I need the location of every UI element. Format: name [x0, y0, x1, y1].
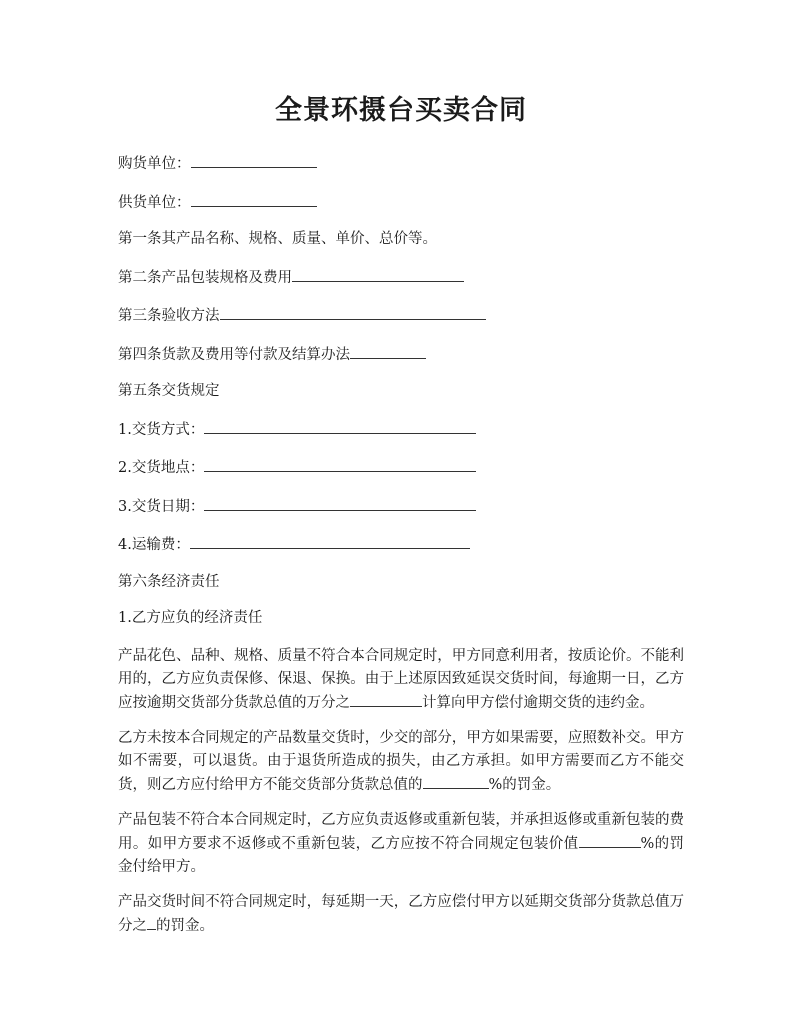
article-1: 第一条其产品名称、规格、质量、单价、总价等。: [118, 231, 437, 247]
delivery-method-label: 1.交货方式：: [118, 421, 205, 438]
freight-blank[interactable]: [190, 533, 470, 549]
article-2-label: 第二条产品包装规格及费用: [118, 269, 292, 286]
paragraph-packaging-text-a: 产品包装不符合本合同规定时，乙方应负责返修或重新包装，并承担返修或重新包装的费用。如甲方要求不返修或不重新包装，乙方应按不符合同规定包装价值: [118, 811, 684, 852]
delivery-place-label: 2.交货地点：: [118, 460, 205, 476]
article-3-line: [118, 304, 684, 327]
article-4-blank[interactable]: [350, 343, 426, 359]
article-3-label: 第三条验收方法: [118, 308, 220, 324]
party-b-heading: 1.乙方应负的经济责任: [118, 610, 263, 626]
delivery-place-blank[interactable]: [204, 456, 476, 472]
seller-line: [118, 191, 684, 214]
paragraph-quality-text-b: 计算向甲方偿付逾期交货的违约金。: [422, 694, 654, 711]
article-6: 第六条经济责任: [118, 573, 220, 590]
article-2-blank[interactable]: [292, 266, 464, 282]
paragraph-delivery-time: [118, 891, 684, 938]
document-title: 全景环摄台买卖合同: [275, 95, 527, 126]
paragraph-quantity-blank[interactable]: [423, 773, 489, 789]
article-4-line: [118, 343, 684, 366]
paragraph-delivery-time-text-a: 产品交货时间不符合同规定时，每延期一天，乙方应偿付甲方以延期交货部分货款总值万分之: [118, 893, 684, 934]
delivery-date-blank[interactable]: [204, 495, 476, 511]
delivery-date-line: [118, 495, 684, 518]
freight-line: [118, 533, 684, 556]
paragraph-packaging-text-b: %的罚金付给甲方。: [118, 835, 685, 875]
delivery-place-line: [118, 456, 684, 479]
article-3-blank[interactable]: [220, 304, 486, 320]
paragraph-quantity: [118, 727, 684, 797]
article-2-line: [118, 266, 684, 289]
paragraph-quantity-text-a: 乙方未按本合同规定的产品数量交货时，少交的部分，甲方如果需要，应照数补交。甲方如不需要，可以退货。由于退货所造成的损失，由乙方承担。如甲方需要而乙方不能交货，则乙方应付给甲方不能交货部分货款总值的: [118, 729, 684, 793]
freight-label: 4.运输费：: [118, 537, 190, 553]
paragraph-delivery-time-blank[interactable]: [147, 914, 156, 930]
buyer-blank[interactable]: [191, 152, 317, 168]
article-4-label: 第四条货款及费用等付款及结算办法: [118, 346, 350, 363]
buyer-label: 购货单位：: [118, 156, 191, 172]
paragraph-quality: [118, 645, 684, 715]
paragraph-quantity-text-b: %的罚金。: [488, 776, 561, 793]
paragraph-packaging-blank[interactable]: [579, 832, 641, 848]
buyer-line: [118, 152, 684, 175]
paragraph-delivery-time-text-b: 的罚金。: [156, 917, 214, 934]
paragraph-packaging: [118, 809, 684, 879]
seller-blank[interactable]: [191, 191, 317, 207]
delivery-method-line: [118, 418, 684, 441]
paragraph-quality-text-a: 产品花色、品种、规格、质量不符合本合同规定时，甲方同意利用者，按质论价。不能利用的，乙方应负责保修、保退、保换。由于上述原因致延误交货时间，每逾期一日，乙方应按逾期交货部分货款总值的万分之: [118, 647, 684, 711]
delivery-date-label: 3.交货日期：: [118, 498, 205, 515]
article-5: 第五条交货规定: [118, 383, 220, 399]
delivery-method-blank[interactable]: [204, 418, 476, 434]
seller-label: 供货单位：: [118, 194, 191, 211]
paragraph-quality-blank[interactable]: [350, 691, 422, 707]
